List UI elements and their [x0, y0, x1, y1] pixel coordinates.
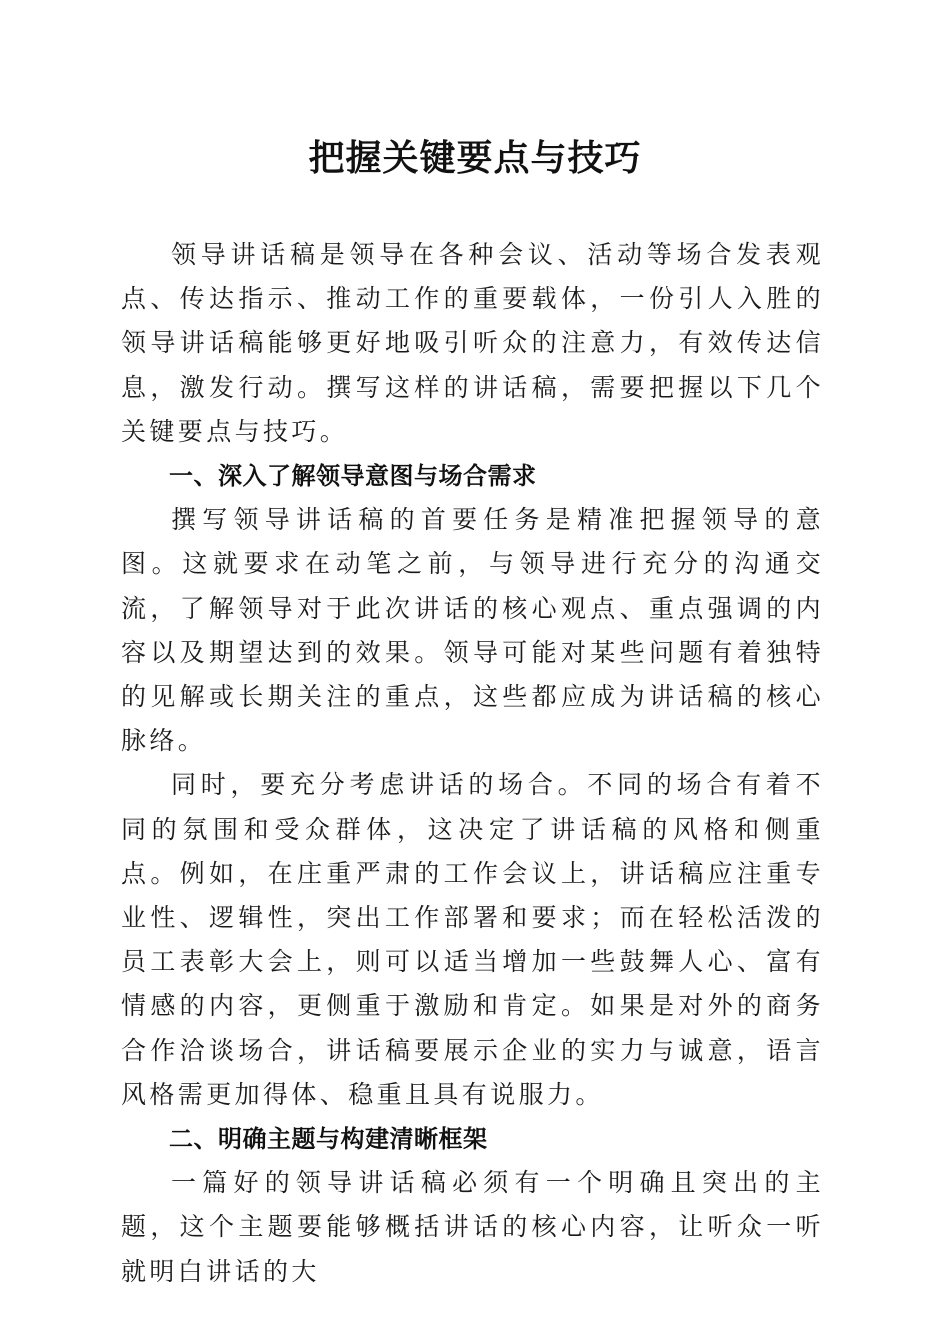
- section-heading: 一、深入了解领导意图与场合需求: [169, 462, 537, 491]
- page-title: 把握关键要点与技巧: [308, 137, 642, 179]
- intro-paragraph: 领导讲话稿是领导在各种会议、活动等场合发表观点、传达指示、推动工作的重要载体，一份引人入胜的领导讲话稿能够更好地吸引听众的注意力，有效传达信息，激发行动。撰写这样的讲话稿，需要把握以下几个关键要点与技巧。: [121, 240, 824, 446]
- body-paragraph: 一篇好的领导讲话稿必须有一个明确且突出的主题，这个主题要能够概括讲话的核心内容，让听众一听就明白讲话的大: [121, 1168, 824, 1286]
- body-paragraph: 同时，要充分考虑讲话的场合。不同的场合有着不同的氛围和受众群体，这决定了讲话稿的风格和侧重点。例如，在庄重严肃的工作会议上，讲话稿应注重专业性、逻辑性，突出工作部署和要求；而在轻松活泼的员工表彰大会上，则可以适当增加一些鼓舞人心、富有情感的内容，更侧重于激励和肯定。如果是对外的商务合作洽谈场合，讲话稿要展示企业的实力与诚意，语言风格需更加得体、稳重且具有说服力。: [121, 770, 824, 1109]
- body-paragraph: 撰写领导讲话稿的首要任务是精准把握领导的意图。这就要求在动笔之前，与领导进行充分的沟通交流，了解领导对于此次讲话的核心观点、重点强调的内容以及期望达到的效果。领导可能对某些问题有着独特的见解或长期关注的重点，这些都应成为讲话稿的核心脉络。: [121, 505, 824, 756]
- document-body: [121, 233, 824, 1294]
- section-heading: 二、明确主题与构建清晰框架: [169, 1125, 488, 1154]
